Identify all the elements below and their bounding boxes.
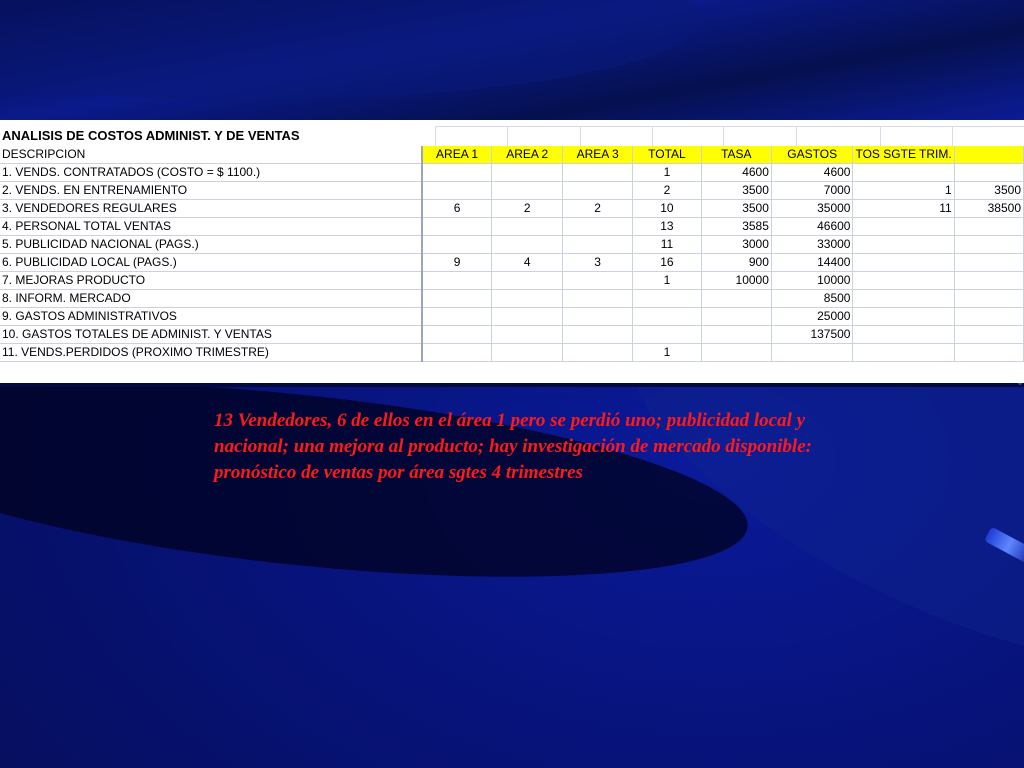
table-cell[interactable]: 11 [853,200,954,218]
table-cell[interactable] [853,344,954,362]
table-cell[interactable] [954,290,1023,308]
table-cell[interactable] [422,218,492,236]
column-header: GASTOS [771,146,853,164]
row-description-cell[interactable]: 4. PERSONAL TOTAL VENTAS [0,218,422,236]
table-row [0,344,1024,362]
table-cell[interactable] [563,308,633,326]
column-header: AREA 3 [563,146,633,164]
background-divider [0,383,1024,387]
table-cell[interactable]: 3585 [701,218,771,236]
table-cell[interactable] [422,182,492,200]
table-cell[interactable] [563,164,633,182]
table-cell[interactable] [563,326,633,344]
table-cell[interactable] [853,236,954,254]
table-cell[interactable] [954,218,1023,236]
row-description-cell[interactable]: 9. GASTOS ADMINISTRATIVOS [0,308,422,326]
row-description-cell[interactable]: 10. GASTOS TOTALES DE ADMINIST. Y VENTAS [0,326,422,344]
table-cell[interactable] [563,218,633,236]
table-cell[interactable]: 4600 [771,164,853,182]
row-description-cell[interactable]: 5. PUBLICIDAD NACIONAL (PAGS.) [0,236,422,254]
column-header: AREA 2 [492,146,563,164]
table-cell[interactable]: 3500 [701,182,771,200]
table-cell[interactable]: 3500 [701,200,771,218]
table-header-row [0,146,1024,164]
table-cell[interactable] [701,290,771,308]
table-cell[interactable] [422,308,492,326]
table-cell[interactable] [633,308,702,326]
table-cell[interactable]: 38500 [954,200,1023,218]
table-cell[interactable] [563,344,633,362]
table-row [0,182,1024,200]
row-description-cell[interactable]: 7. MEJORAS PRODUCTO [0,272,422,290]
table-cell[interactable] [853,218,954,236]
table-cell[interactable]: 16 [633,254,702,272]
table-cell[interactable] [492,326,563,344]
table-cell[interactable] [853,290,954,308]
table-row [0,254,1024,272]
table-cell[interactable]: 900 [701,254,771,272]
table-cell[interactable] [563,182,633,200]
table-cell[interactable] [492,272,563,290]
table-row [0,236,1024,254]
table-cell[interactable] [563,236,633,254]
table-cell[interactable] [954,344,1023,362]
table-cell[interactable] [853,254,954,272]
table-cell[interactable]: 1 [633,164,702,182]
table-cell[interactable]: 10000 [701,272,771,290]
table-cell[interactable]: 2 [633,182,702,200]
table-cell[interactable] [492,290,563,308]
table-cell[interactable] [633,326,702,344]
table-cell[interactable]: 6 [422,200,492,218]
table-cell[interactable] [853,164,954,182]
table-cell[interactable] [492,344,563,362]
table-cell[interactable] [954,254,1023,272]
spreadsheet-panel [0,120,1024,383]
table-cell[interactable] [701,344,771,362]
table-cell[interactable] [422,344,492,362]
table-row [0,164,1024,182]
table-cell[interactable]: 4600 [701,164,771,182]
table-cell[interactable] [422,236,492,254]
table-cell[interactable] [492,164,563,182]
table-cell[interactable]: 1 [633,272,702,290]
table-cell[interactable]: 2 [492,200,563,218]
table-cell[interactable] [701,326,771,344]
table-cell[interactable] [492,218,563,236]
table-cell[interactable] [422,272,492,290]
table-cell[interactable] [853,272,954,290]
table-cell[interactable] [954,164,1023,182]
annotation-text: 13 Vendedores, 6 de ellos en el área 1 pero se perdió uno; publicidad local y nacional; una mejora al producto; hay investigación de mercado disponible: pronóstico de ventas por área sgtes 4 trimestres [214,410,812,483]
table-cell[interactable] [771,344,853,362]
table-cell[interactable] [633,290,702,308]
cost-analysis-table [0,146,1024,362]
table-cell[interactable]: 3000 [701,236,771,254]
table-cell[interactable]: 35000 [771,200,853,218]
row-description-cell[interactable]: 1. VENDS. CONTRATADOS (COSTO = $ 1100.) [0,164,422,182]
table-cell[interactable]: 137500 [771,326,853,344]
column-header: AREA 1 [422,146,492,164]
row-description-cell[interactable]: 8. INFORM. MERCADO [0,290,422,308]
table-cell[interactable] [422,290,492,308]
table-cell[interactable]: 1 [853,182,954,200]
table-cell[interactable]: 2 [563,200,633,218]
column-header: TASA [701,146,771,164]
background-swoosh [0,0,700,100]
table-cell[interactable] [563,272,633,290]
column-header-description: DESCRIPCION [0,146,422,164]
table-cell[interactable]: 4 [492,254,563,272]
row-description-cell[interactable]: 11. VENDS.PERDIDOS (PROXIMO TRIMESTRE) [0,344,422,362]
table-cell[interactable] [853,326,954,344]
table-cell[interactable]: 3500 [954,182,1023,200]
table-cell[interactable] [492,182,563,200]
table-row [0,290,1024,308]
table-cell[interactable]: 10000 [771,272,853,290]
table-cell[interactable] [954,308,1023,326]
table-row [0,272,1024,290]
table-cell[interactable]: 7000 [771,182,853,200]
sheet-top-gridlines [435,126,1024,147]
table-cell[interactable]: 25000 [771,308,853,326]
table-cell[interactable]: 13 [633,218,702,236]
table-cell[interactable] [954,272,1023,290]
table-cell[interactable]: 1 [633,344,702,362]
column-header [954,146,1023,164]
table-cell[interactable]: 46600 [771,218,853,236]
table-row [0,326,1024,344]
table-cell[interactable] [422,326,492,344]
sheet-title: ANALISIS DE COSTOS ADMINIST. Y DE VENTAS [2,128,300,143]
table-cell[interactable]: 10 [633,200,702,218]
table-cell[interactable] [701,308,771,326]
table-cell[interactable] [853,308,954,326]
table-cell[interactable] [422,164,492,182]
table-row [0,308,1024,326]
column-header: TOS SGTE TRIM. [853,146,954,164]
table-cell[interactable]: 11 [633,236,702,254]
table-row [0,200,1024,218]
table-cell[interactable] [492,236,563,254]
table-cell[interactable]: 9 [422,254,492,272]
table-cell[interactable] [492,308,563,326]
table-cell[interactable] [954,326,1023,344]
table-cell[interactable]: 3 [563,254,633,272]
table-row [0,218,1024,236]
row-description-cell[interactable]: 3. VENDEDORES REGULARES [0,200,422,218]
row-description-cell[interactable]: 6. PUBLICIDAD LOCAL (PAGS.) [0,254,422,272]
column-header: TOTAL [633,146,702,164]
table-cell[interactable]: 33000 [771,236,853,254]
table-cell[interactable]: 8500 [771,290,853,308]
table-cell[interactable] [954,236,1023,254]
row-description-cell[interactable]: 2. VENDS. EN ENTRENAMIENTO [0,182,422,200]
table-cell[interactable] [563,290,633,308]
table-cell[interactable]: 14400 [771,254,853,272]
